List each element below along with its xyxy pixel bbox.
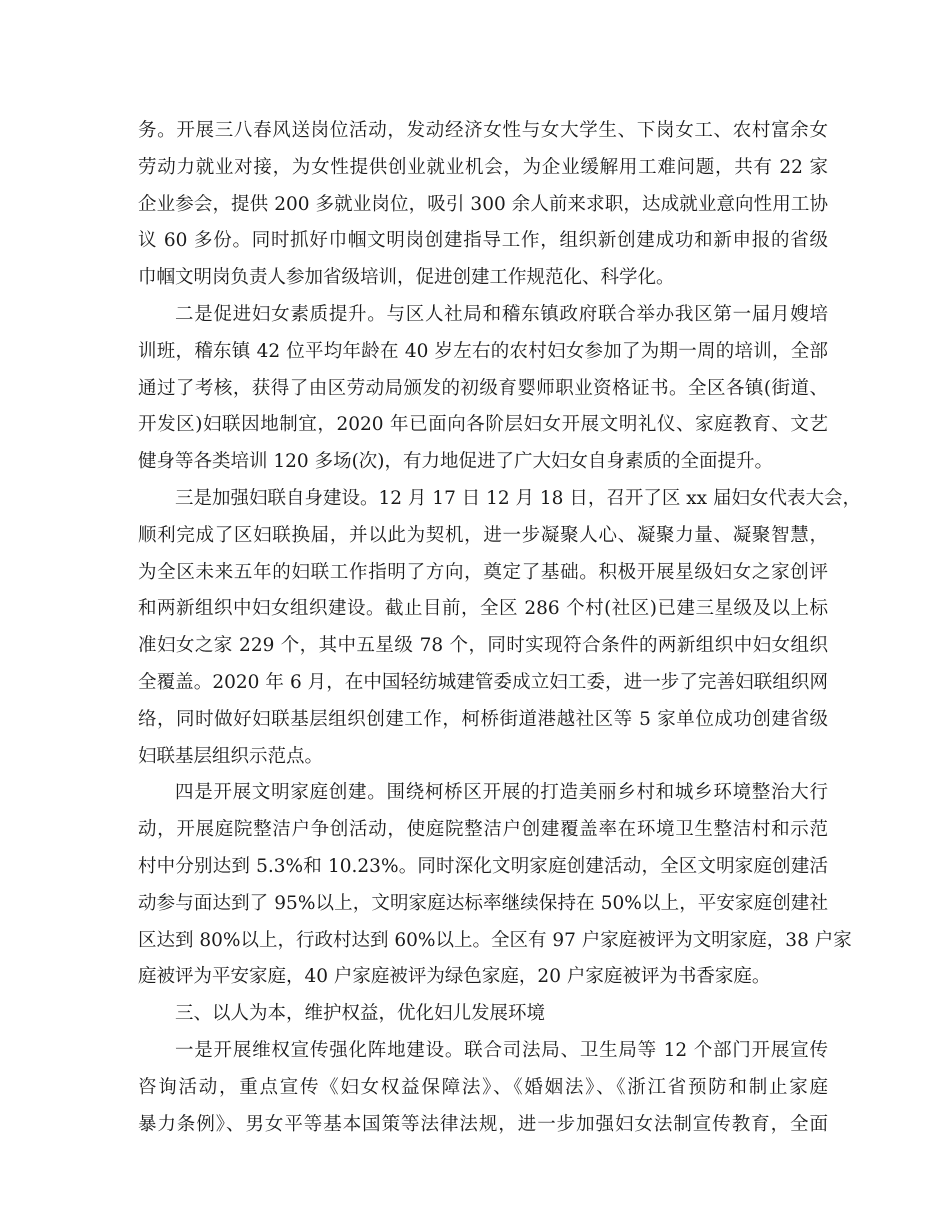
text-line: 村中分别达到 5.3%和 10.23%。同时深化文明家庭创建活动，全区文明家庭创建活 [138,855,828,877]
text-line: 咨询活动，重点宣传《妇女权益保障法》、《婚姻法》、《浙江省预防和制止家庭 [138,1076,828,1098]
section-title: 三、以人为本，维护权益，优化妇儿发展环境 [175,1003,546,1025]
paragraph-women-quality [138,297,828,481]
text-line: 二是促进妇女素质提升。与区人社局和稽东镇政府联合举办我区第一届月嫂培 [175,303,828,325]
paragraph-rights-publicity [138,1033,828,1143]
text-line: 动，开展庭院整洁户争创活动，使庭院整洁户创建覆盖率在环境卫生整洁村和示范 [138,819,828,841]
text-line: 三是加强妇联自身建设。12 月 17 日 12 月 18 日，召开了区 xx 届妇女代表大会， [175,487,861,509]
text-line: 务。开展三八春风送岗位活动，发动经济女性与女大学生、下岗女工、农村富余女 [138,120,828,141]
paragraph-federation-building [138,481,861,775]
text-line: 议 60 多份。同时抓好巾帼文明岗创建指导工作，组织新创建成功和新申报的省级 [138,230,828,252]
text-line: 开发区)妇联因地制宜，2020 年已面向各阶层妇女开展文明礼仪、家庭教育、文艺 [138,414,828,436]
text-line: 动参与面达到了 95%以上，文明家庭达标率继续保持在 50%以上，平安家庭创建社 [138,892,828,914]
document-page [138,113,861,1143]
section-heading [138,996,828,1033]
text-line: 企业参会，提供 200 多就业岗位，吸引 300 余人前来求职，达成就业意向性用工协 [138,193,828,215]
text-line: 妇联基层组织示范点。 [138,745,324,767]
text-line: 巾帼文明岗负责人参加省级培训，促进创建工作规范化、科学化。 [138,267,675,289]
text-line: 为全区未来五年的妇联工作指明了方向，奠定了基础。积极开展星级妇女之家创评 [138,561,828,583]
text-line: 区达到 80%以上，行政村达到 60%以上。全区有 97 户家庭被评为文明家庭，38 户家 [138,929,852,951]
text-line: 顺利完成了区妇联换届，并以此为契机，进一步凝聚人心、凝聚力量、凝聚智慧， [138,524,828,546]
text-line: 健身等各类培训 120 多场(次)，有力地促进了广大妇女自身素质的全面提升。 [138,451,774,473]
text-line: 准妇女之家 229 个，其中五星级 78 个，同时实现符合条件的两新组织中妇女组织 [138,635,828,657]
text-line: 一是开展维权宣传强化阵地建设。联合司法局、卫生局等 12 个部门开展宣传 [175,1039,828,1061]
text-line: 暴力条例》、男女平等基本国策等法律法规，进一步加强妇女法制宣传教育，全面 [138,1113,828,1135]
paragraph-employment-continued [138,113,828,297]
text-line: 庭被评为平安家庭，40 户家庭被评为绿色家庭，20 户家庭被评为书香家庭。 [138,966,771,988]
paragraph-civilized-family [138,775,852,996]
text-line: 全覆盖。2020 年 6 月，在中国轻纺城建管委成立妇工委，进一步了完善妇联组织网 [138,671,828,693]
text-line: 训班，稽东镇 42 位平均年龄在 40 岁左右的农村妇女参加了为期一周的培训，全部 [138,340,828,362]
text-line: 劳动力就业对接，为女性提供创业就业机会，为企业缓解用工难问题，共有 22 家 [138,156,828,178]
text-line: 络，同时做好妇联基层组织创建工作，柯桥街道港越社区等 5 家单位成功创建省级 [138,708,828,730]
text-line: 和两新组织中妇女组织建设。截止目前，全区 286 个村(社区)已建三星级及以上标 [138,598,828,620]
text-line: 通过了考核，获得了由区劳动局颁发的初级育婴师职业资格证书。全区各镇(街道、 [138,377,828,399]
text-line: 四是开展文明家庭创建。围绕柯桥区开展的打造美丽乡村和城乡环境整治大行 [175,782,828,804]
